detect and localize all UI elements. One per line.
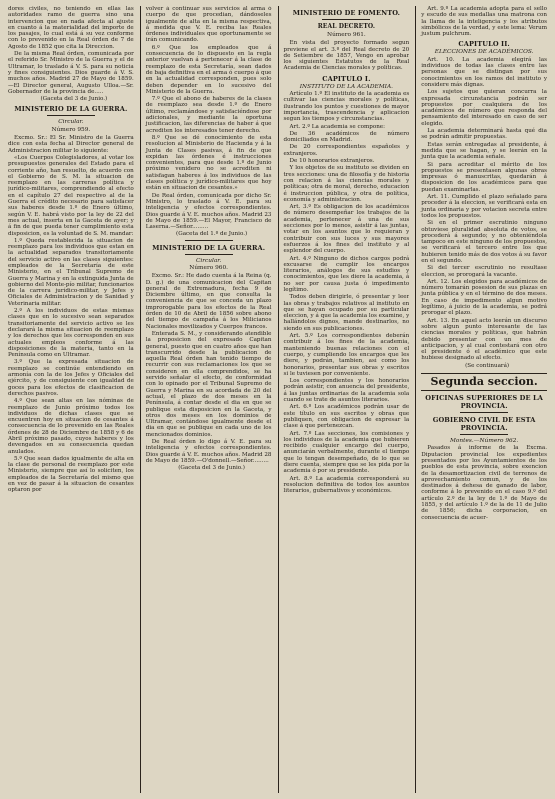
paragraph: De 10 honorarios extranjeros.: [289, 158, 375, 165]
paragraph: 1.º Queda restablecida la situacion de reemplazo para los individuos que estan en la actualidad separados transitoriamente del servicio activo en las clases siguientes: empleados de la Secretaría de este Ministerio, en el Tribunal Supremo de Guerra y Marina y en la extinguida Junta de gobierno del Monte-pío militar, funcionarios de la carrera jurídico-militar, y Jefes y Oficiales de Administracion y de Sanidad y Veterinaria militar.: [8, 237, 134, 307]
circular-number: Número 959.: [51, 126, 91, 133]
paragraph: volver á continuar sus servicios al arma ó cuerpo de que procedian, dándoseles igualmente de alta en la misma respectiva, á medida que V. E. reciba las Reales órdenes individuales que oportunamente se irán comunicando.: [145, 6, 272, 44]
continuation-note: (Se continuará): [465, 362, 510, 369]
paragraph: 7.º Que el abono de haberes de la clases de reemplazo sea desde 1.º de Enero último, reclamándose y satisfaciéndose por adicionales, y mediante la oportuna justificacion, las diferencias de haber á que acrediten los interesados tener derecho.: [145, 96, 272, 134]
section-heading: MINISTERIO DE LA GUERRA.: [152, 243, 266, 252]
column-2: [140, 6, 272, 793]
paragraph: Art. 11. Cumplido el plazo señalado para proceder á la eleccion, se verificará esta en junta ordinaria y por votacion secreta entre todos los propuestos.: [421, 194, 547, 219]
column-3: [278, 6, 410, 793]
paragraph: Art. 9.º La academia adopta para el sello y escudo de sus medallas una matrona con la llama de la inteligencia y los atributos simbólicos de la verdad, y este lema: Verum justum pulchrum.: [421, 6, 547, 38]
paragraph: 5.º Que sean dados igualmente de alta en la clase de personal de reemplazo por este Ministerio, siempre que así lo soliciten, los empleados de la Secretaría del mismo que en vez de pasar á la situacion de cesantes optaron por: [8, 455, 134, 494]
paragraph: Art. 7.º Las secciones, los comisiones y los individuos de la academia que hubieren recibido cualquier encargo del cuerpo, anunciarán verbalmente, durante el tiempo que lo tengan desempeñado, de lo que se diere cuenta, siempre que se les pida por la academia ó por su presidente.: [283, 430, 410, 475]
paragraph: dores civiles, no teniendo en ellas las autoridades ramo de guerra sino una intervencion que en nada afecta al ajuste en cuanto á la materialidad del importe de los pasajes, lo cual está á su vez conforme con lo prevenido en la Real órden de 7 de Agosto de 1852 que cita la Direccion.: [8, 6, 134, 50]
paragraph: Art. 2.º La academia se compone:: [289, 123, 386, 130]
divider: [47, 115, 95, 116]
decree-number: Número 961.: [327, 32, 366, 38]
paragraph: Art. 12. Los elegidos para académicos de número tomarán posesion de sus plazas en junta pública y en el término de dos meses. En caso de impedimento algun motivo legítimo, á juicio de la academia, se podrá prorogar el plazo.: [421, 278, 547, 317]
paragraph: Si en el primer escrutinio ninguno obtuviese pluralidad absoluta de votos, se procederá á segundo; y no obteniéndola tampoco en este ninguno de los propuestos, se verificará el tercero entre los que hubieren tenido más de dos votos á su favor en el segundo.: [421, 220, 547, 264]
paragraph: De Real órden, comunicada por dicho Sr. Ministro, lo traslado á V. E. para su inteligencia y efectos correspondientes. Dios guarde á V. E. muchos años. Madrid 23 de Mayo de 1859.—El Mayor, Francisco de Laserna.—Señor.........: [145, 192, 272, 231]
paragraph: Los sujetos que quieran concurra la expresada circunstancia podrán ser propuestos por cualquiera de los académicos de número que responda del pensamiento del interesado en caso de ser elegido.: [421, 89, 547, 127]
paragraph: Art. 13. En aquel acto leerán un discurso sobre algun punto interesante de las ciencias morales y políticas, que habrán debido presentar con un mes de anticipacion, y al cual contestará con otro el presidente ó el académico que este hubiese designado al efecto.: [421, 317, 547, 362]
section-heading: MINISTERIO DE FOMENTO.: [292, 9, 401, 17]
divider: [322, 19, 370, 20]
divider: [185, 240, 233, 241]
paragraph: Y los objetos de su instituto se dividen en tres secciones: una de filosofía y de historia con relacion á las ciencias morales y políticas; otra de moral, derecho, educacion é instruccion pública, y otra de política, economía y administracion.: [283, 165, 410, 203]
paragraph: De 36 académicos de número domiciliados en Madrid.: [283, 130, 410, 144]
paragraph: Art. 4.º Ninguno de dichos cargos podrá excusarse de cumplir los encargos literarios, análogos de sus estudios y conocimientos, que les diere la academia, á no ser por causa justa ó impedimento legítimo.: [283, 255, 410, 293]
paragraph: 3.º Que la expresada situacion de reemplazo se continúe entendiendo en armonía con la de los Jefes y Oficiales del ejército, y de consiguiente con igualdad de goces para los efectos de clasificacion de derechos pasivos.: [8, 359, 134, 397]
paragraph: Si para acreditar el mérito de los propuestos se presentasen algunas obras impresas ó manuscritas, quedarán á disposicion de los académicos para que puedan examinarlas.: [421, 161, 547, 193]
paragraph: Art. 5.º Los correspondientes deberán contribuir á los fines de la academia, manteniendo buenas relaciones con el cuerpo, y cumpliendo los encargos que les diere, y podrán, tambien, así como los honorarios, presentar sus obras y escritos si le tuviesen por conveniente.: [283, 333, 410, 377]
paragraph: De Real órden lo digo á V. E. para su inteligencia y efectos correspondientes. Dios guarde á V. E. muchos años. Madrid 28 de Mayo de 1859.—O'donnell.—Señor.........: [145, 439, 272, 464]
paragraph: Excmo. Sr.: He dado cuenta á la Reina (q. D. g.) de una comunicacion del Capitan general de Extremadura, fecha 9 de Diciembre último, en que consulta la conveniencia de que se conceda un plazo improrogable para los efectos de la Real órden de 10 de Abril de 1856 sobre abono del tiempo de campaña á los Milicianos Nacionales movilizados y Cuerpos francos.: [145, 273, 272, 330]
circular-number: Número 960.: [189, 264, 228, 271]
chapter-heading: CAPITULO II.: [458, 40, 510, 49]
divider: [460, 434, 508, 435]
paragraph: Estas serán entregadas al presidente, á medida que se hagan, y se leerán en la junta que la academia señale.: [421, 141, 547, 161]
notice-number: Montes.—Número 962.: [449, 438, 519, 445]
gazette-reference: (Gaceta del 3 de Junio.): [178, 465, 245, 472]
paragraph: La academia determinará hasta qué dia se podrán admitir propuestas.: [421, 128, 547, 141]
section-heading: OFICINAS SUPERIORES DE LA PROVINCIA.: [425, 394, 543, 411]
circular-label: Circular.: [58, 119, 84, 126]
paragraph: De la misma Real órden, comunicada por el referido Sr. Ministro de la Guerra y el de Ultramar, lo traslado á V. S. para su noticia y fines consiguientes. Dios guarde á V. S. muchos años. Madrid 27 de Mayo de 1859.—El Director general, Augusto Ulloa.—Sr. Gobernador de la provincia de.....: [8, 51, 134, 95]
circular-label: Circular.: [195, 257, 222, 264]
paragraph: «Los Cuerpos Colegisladores, al votar los presupuestos generales del Estado para el corriente año, han resuelto, de acuerdo con el Gobierno de S. M. la situacion de reemplazo en las carreras política y jurídico-militares, comprendiendo al efecto en el capítulo 27 del respectivo al de la Guerra el crédito necesario para satisfacer sus haberes desde 1.º de Enero último, según V. E. habrá visto por la ley de 22 del mes actual, inserta en la Gaceta de ayer; y á fin de que pueda tener cumplimiento esta disposicion, es la voluntad de S. M. mandar:: [8, 154, 134, 237]
paragraph: Todos deben dirigirle, ó presentar y leer las obras y trabajos relativos al instituto en que se hayan ocupado por su particular eleccion, y á que la academia los examine, y hallándolos dignos, mande destinarlos, no siendo en sus publicaciones.: [283, 294, 410, 332]
paragraph: Pasados á informe de la Excma. Diputacion provincial los expedientes presentados por los Ayuntamientos de los pueblos de esta provincia, sobre exencion de la desamortizacion civil de terrenos de aprovechamiento comun, y de los destinados á dehesa de ganado de labor, conforme á lo prevenido en el caso 9.º del artículo 2.º de la ley de 1.º de Mayo de 1855, y del artículo 1.º de la de 11 de Julio de 1856; dicha corporacion, en consecuencia de acuer-: [421, 445, 547, 521]
paragraph: En vista del proyecto formado segun previene el art. 3.º del Real decreto de 20 de Setiembre de 1857, Vengo en aprobar los siguientes Estatutos de la Real Academia de Ciencias morales y políticas.: [283, 40, 410, 72]
column-1: [8, 6, 134, 793]
paragraph: 6.º Que los empleados que á consecuencia de lo dispuesto en la regla anterior vuelvan á pertenecer á la clase de reemplazo de esta Secretaría, sean dados de baja definitiva en el arma ó cuerpo á que en la actualidad corresponden, pues solo deben depender en lo sucesivo del Ministerio de la Guerra.: [145, 44, 272, 95]
paragraph: 2.º A los individuos de estas mismas clases que en lo sucesivo sean separados transitoriamente del servicio activo se les declarará la misma situacion de reemplazo y los derechos que les corresponden en sus actuales empleos conforme á las disposiciones de la materia, tanto en la Península como en Ultramar.: [8, 308, 134, 359]
paragraph: 4.º Que sean altas en las nóminas de reemplazo de Junio próximo todos los individuos de dichas clases que se encuentren hoy en situacion de cesantes á consecuencia de lo prevenido en las Reales órdenes de 28 de Diciembre de 1858 y 6 de Abril próximo pasado, cuyos haberes y los devengados en su consecuencia quedan anulados.: [8, 398, 134, 455]
paragraph: Excmo. Sr.: El Sr. Ministro de la Guerra dice con esta fecha al Director general de Administracion militar lo siguiente:: [8, 135, 134, 154]
chapter-heading: CAPITULO I.: [322, 74, 371, 83]
paragraph: Art. 3.º Es obligacion de los académicos de número desempeñar los trabajos de la academia, pertenecer á una de sus secciones por lo menos, asistir á las juntas, votar en los asuntos que lo requieran y contribuir con sus luces y sus mayores esfuerzos á los fines del instituto y al esplendor del cuerpo.: [283, 204, 410, 255]
chapter-subheading: INSTITUTO DE LA ACADEMIA.: [299, 83, 393, 90]
section-heading: GOBIERNO CIVIL DE ESTA PROVINCIA.: [432, 416, 536, 433]
paragraph: Enterada S. M., y considerando atendible la proposicion del expresado Capitan general, puesto que en cuatro años que han transcurrido desde la publicacion de aquella Real órden han tenido tiempo de recurrir con sus reclamaciones los que se consideren en ella comprendidos, se ha servido señalar el efecto, de conformidad con lo opinado por el Tribunal Supremo de Guerra y Marina en su acordada de 20 del actual, el plazo de dos meses en la Península, á contar desde el dia en que se publique esta disposicion en la Gaceta, y otros dos meses en los dominios de Ultramar, contándose igualmente desde el dia en que se publique en cada uno de los mencionados dominios.: [145, 330, 272, 438]
paragraph: De 20 correspondientes españoles y extranjeros.: [283, 144, 410, 157]
paragraph: Si del tercer escrutinio no resultase eleccion, se prorogará la vacante.: [421, 265, 547, 278]
paragraph: Artículo 1.º El instituto de la academia es cultivar las ciencias morales y políticas, ilustrando los puntos y cuestiones de mayor importancia, trascendencia y aplicacion segun los tiempos y circunstancias.: [283, 91, 410, 123]
column-4: [415, 6, 547, 793]
paragraph: Art. 10. La academia elegirá las individuos de todas las clases entre las personas que se distingan por sus conocimientos en los ramos del instituto y considere más dignas.: [421, 56, 547, 88]
chapter-subheading: ELECCIONES DE ACADÉMICOS.: [434, 49, 534, 56]
paragraph: Art. 6.º Los académicos podrán usar de este título en sus escritos y obras que publiquen, con obligacion de expresar la clase á que pertenezcan.: [283, 404, 410, 430]
divider: [460, 412, 508, 413]
decree-label: REAL DECRETO.: [317, 23, 376, 30]
gazette-reference: (Gaceta del 3 de Junio.): [40, 96, 108, 103]
section-heading: MINISTERIO DE LA GUERRA.: [14, 105, 128, 114]
divider: [185, 254, 233, 255]
section-banner: Segunda seccion.: [421, 373, 547, 391]
paragraph: 8.º Que se dé conocimiento de esta resolucion al Ministerio de Hacienda y á la Junta de Clases pasivas, á fin de que expidan las órdenes é instrucciones convenientes, para que desde 1.º de Junio próximo venidero no se acrediten ni satisfagan haberes á los individuos de las clases política y jurídico-militares que hoy están en situacion de cesantes.»: [145, 134, 272, 192]
paragraph: Art. 8.º La academia corresponderá su resolucion definitiva de todos los asuntos literarios, gubernativos y económicos.: [283, 475, 410, 495]
paragraph: Los correspondientes y los honorarios podrán asistir, con anuencia del presidente, á las juntas ordinarias de la academia sola cuando se trate de asuntos literarios.: [283, 378, 410, 404]
gazette-reference: (Gaceta del 1.º de Junio.): [176, 231, 248, 238]
